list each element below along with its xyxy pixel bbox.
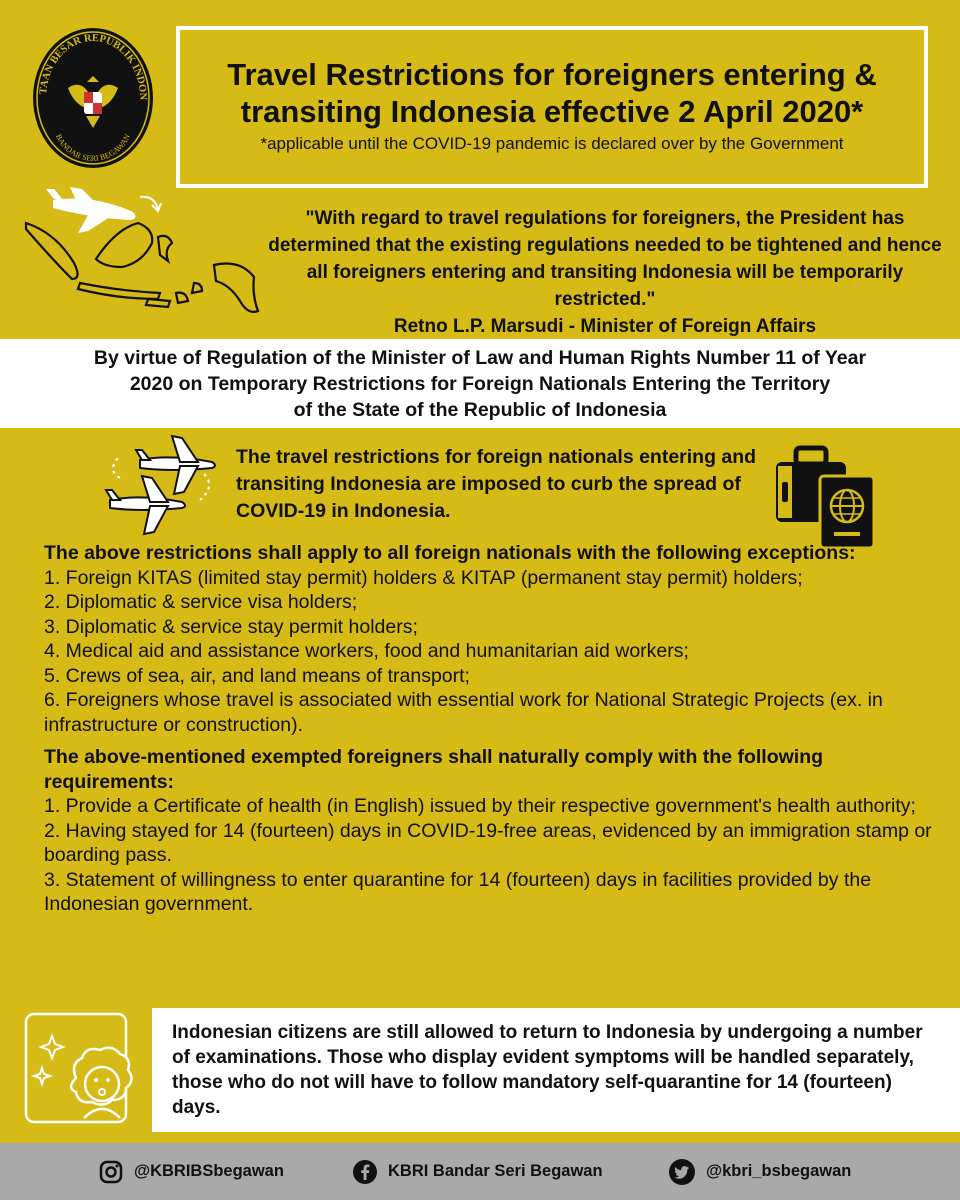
regulation-line-3: of the State of the Republic of Indonesia bbox=[293, 399, 667, 421]
exception-item: 2. Diplomatic & service visa holders; bbox=[44, 591, 358, 613]
exception-item: 5. Crews of sea, air, and land means of transport; bbox=[44, 664, 470, 687]
exception-item: 4. Medical aid and assistance workers, food and humanitarian aid workers; bbox=[44, 640, 689, 662]
embassy-logo bbox=[28, 18, 158, 168]
indonesia-map-icon bbox=[18, 175, 268, 345]
title-box bbox=[176, 26, 928, 188]
airplanes-icon bbox=[100, 430, 225, 540]
exceptions-heading: The above restrictions shall apply to all foreign nationals with the following exceptions: bbox=[44, 542, 856, 564]
requirements-heading: The above-mentioned exempted foreigners shall naturally comply with the following requirements: bbox=[44, 746, 824, 793]
quote-text: "With regard to travel regulations for foreigners, the President has determined that the existing regulations needed to be tightened and hence all foreigners entering and transiting Indonesia will be temporarily restricted." bbox=[268, 208, 942, 310]
exception-item: 6. Foreigners whose travel is associated with essential work for National Strategic Projects (ex. in infrastructure or construction). bbox=[44, 689, 883, 736]
page-title: Travel Restrictions for foreigners entering & transiting Indonesia effective 2 April 2020* bbox=[227, 57, 877, 129]
twitter-link[interactable] bbox=[668, 1143, 851, 1200]
requirement-item: 2. Having stayed for 14 (fourteen) days in COVID-19-free areas, evidenced by an immigration stamp or boarding pass. bbox=[44, 819, 932, 866]
main-content bbox=[44, 541, 944, 917]
exception-item: 1. Foreign KITAS (limited stay permit) holders & KITAP (permanent stay permit) holders; bbox=[44, 566, 803, 589]
facebook-link[interactable] bbox=[352, 1143, 603, 1200]
instagram-handle: @KBRIBSbegawan bbox=[134, 1162, 284, 1180]
facebook-page: KBRI Bandar Seri Begawan bbox=[388, 1162, 603, 1180]
requirement-item: 3. Statement of willingness to enter quarantine for 14 (fourteen) days in facilities provided by the Indonesian government. bbox=[44, 868, 872, 915]
logo-arc-bottom: BANDAR SERI BEGAWAN bbox=[54, 132, 132, 163]
purpose-text: The travel restrictions for foreign nationals entering and transiting Indonesia are imposed to curb the spread of COVID-19 in Indonesia. bbox=[236, 446, 757, 522]
social-footer bbox=[0, 1143, 960, 1200]
facebook-icon bbox=[352, 1159, 378, 1185]
logo-arc-top: TAAN BESAR REPUBLIK INDON bbox=[38, 32, 149, 101]
citizens-notice: Indonesian citizens are still allowed to return to Indonesia by undergoing a number of examinations. Those who display evident symptoms will be handled separately, those who do not will have to follow mandatory self-quarantine for 14 (fourteen) days. bbox=[152, 1008, 960, 1132]
airplane-icon bbox=[46, 187, 136, 233]
regulation-line-2: 2020 on Temporary Restrictions for Foreign Nationals Entering the Territory bbox=[129, 373, 831, 395]
luggage-passport-icon bbox=[770, 440, 880, 550]
exception-item: 3. Diplomatic & service stay permit holders; bbox=[44, 615, 418, 638]
instagram-icon bbox=[98, 1159, 124, 1185]
minister-quote bbox=[265, 205, 945, 340]
twitter-handle: @kbri_bsbegawan bbox=[706, 1162, 852, 1180]
regulation-line-1: By virtue of Regulation of the Minister of Law and Human Rights Number 11 of Year bbox=[93, 347, 867, 369]
twitter-icon bbox=[668, 1158, 696, 1186]
passport-icon bbox=[820, 476, 874, 548]
instagram-link[interactable] bbox=[98, 1143, 284, 1200]
health-check-icon bbox=[22, 1008, 147, 1133]
requirement-item: 1. Provide a Certificate of health (in English) issued by their respective government's health authority; bbox=[44, 795, 916, 817]
page-subtitle: *applicable until the COVID-19 pandemic is declared over by the Government bbox=[260, 134, 844, 153]
regulation-band bbox=[0, 339, 960, 428]
quote-attribution: Retno L.P. Marsudi - Minister of Foreign Affairs bbox=[393, 316, 817, 337]
